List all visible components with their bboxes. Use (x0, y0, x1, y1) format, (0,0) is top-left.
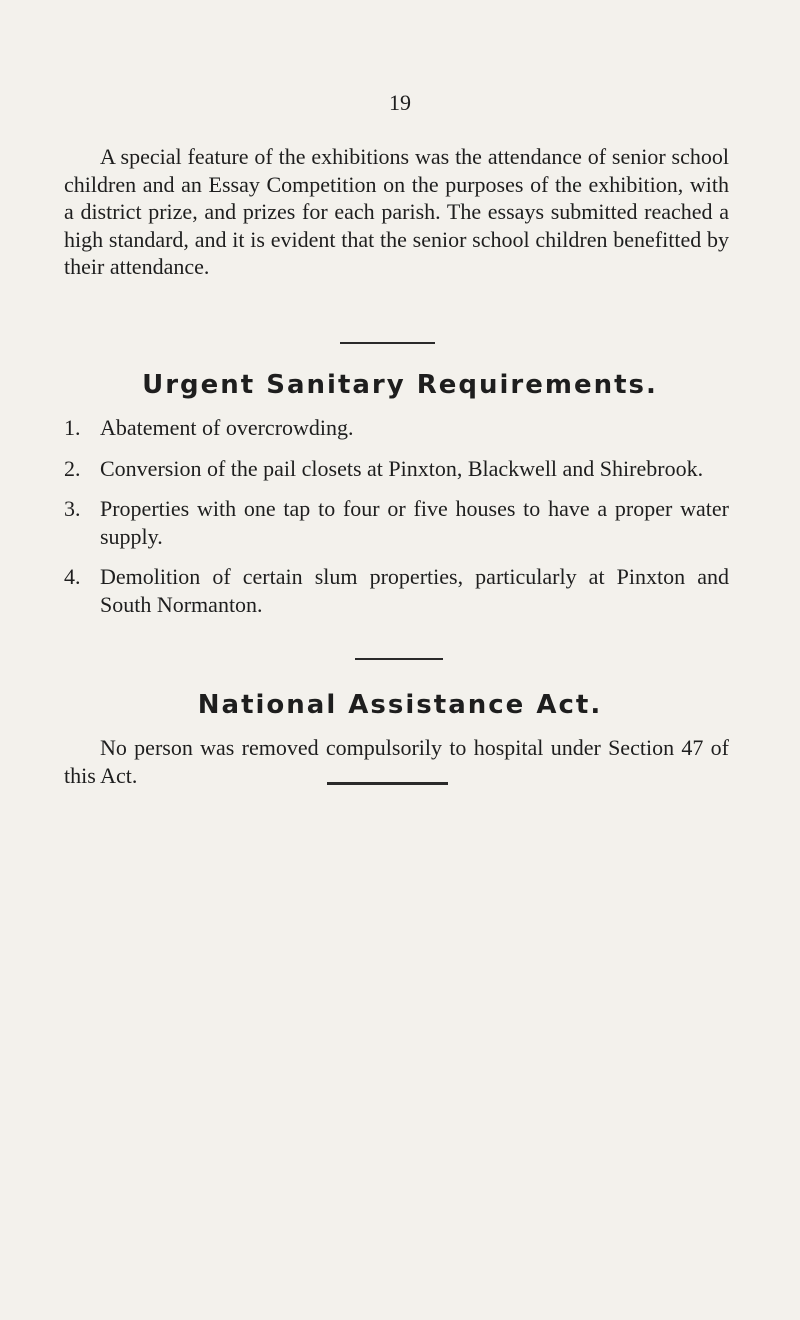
list-item (64, 563, 729, 618)
section-divider (340, 342, 435, 344)
intro-text: A special feature of the exhibitions was the attendance of senior school children and an Essay Competition on the purposes of the exhibition, with a district prize, and prizes for each parish. The essays submitted reached a high standard, and it is evident that the senior school children benefitted by their attendance. (64, 144, 729, 279)
list-item-text: Properties with one tap to four or five houses to have a proper water supply. (100, 496, 729, 549)
list-item-number: 4. (64, 564, 81, 589)
end-divider (327, 782, 448, 785)
requirements-list (64, 414, 729, 631)
list-item (64, 455, 729, 483)
section-heading-urgent-sanitary: Urgent Sanitary Requirements. (142, 370, 658, 400)
list-item (64, 414, 729, 442)
list-item (64, 495, 729, 550)
intro-paragraph (64, 143, 729, 281)
section-divider (355, 658, 443, 660)
national-assistance-text: No person was removed compulsorily to hospital under Section 47 of this Act. (64, 735, 729, 788)
list-item-number: 1. (64, 415, 81, 440)
list-item-text: Demolition of certain slum properties, particularly at Pinxton and South Normanton. (100, 564, 729, 617)
national-assistance-paragraph (64, 734, 729, 789)
section-heading-national-assistance: National Assistance Act. (197, 690, 603, 720)
list-item-number: 2. (64, 455, 81, 481)
page-number: 19 (389, 90, 411, 115)
list-item-text: Abatement of overcrowding. (100, 415, 354, 440)
list-item-text: Conversion of the pail closets at Pinxton, Blackwell and Shirebrook. (100, 455, 704, 481)
list-item-number: 3. (64, 496, 81, 521)
